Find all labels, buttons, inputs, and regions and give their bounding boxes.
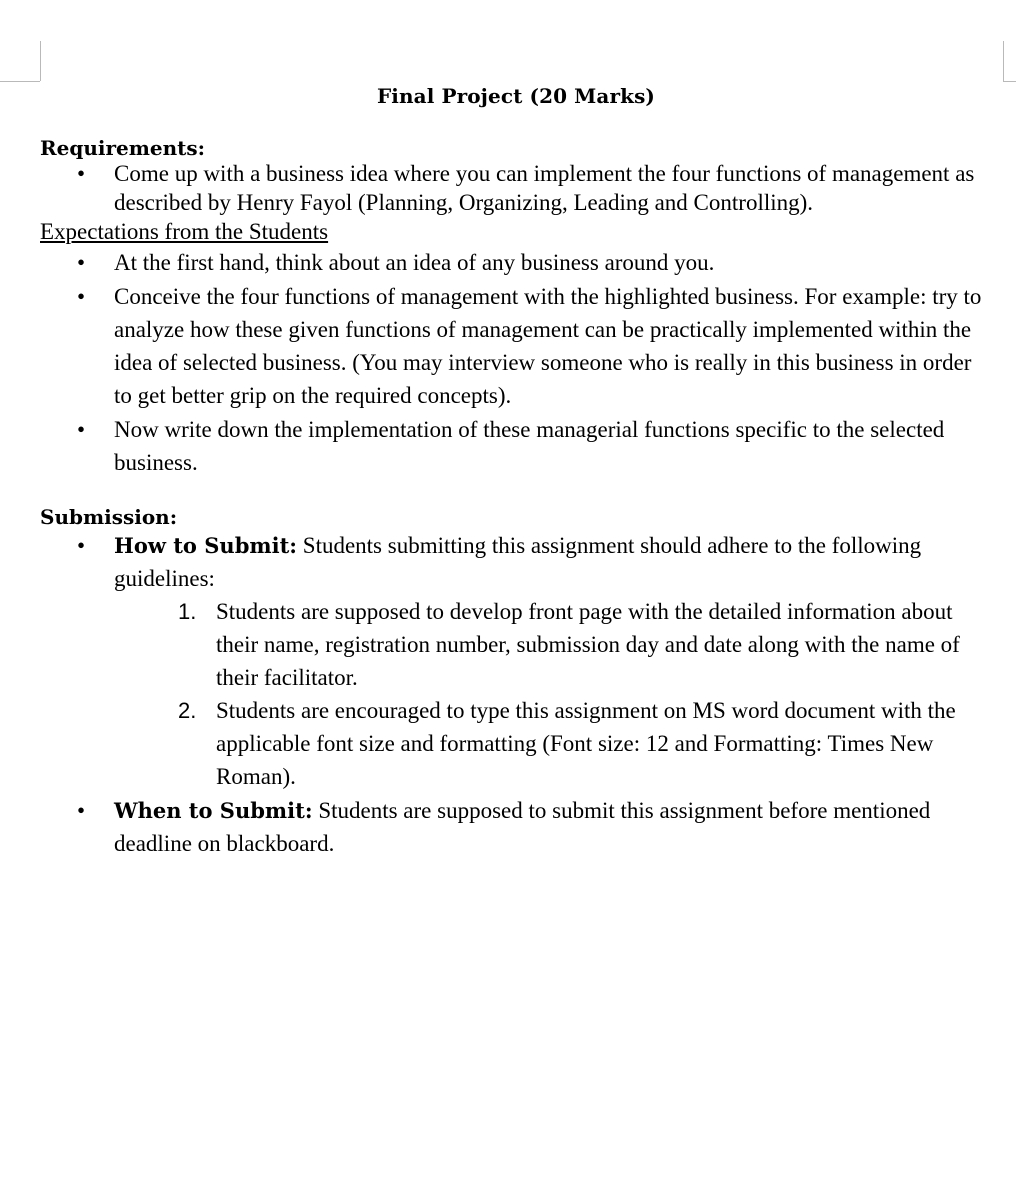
how-to-submit-label: How to Submit: — [114, 533, 298, 558]
list-item — [40, 246, 992, 279]
list-item-when-to-submit — [40, 794, 992, 860]
submission-heading: Submission: — [40, 505, 178, 529]
bullet-icon: • — [77, 798, 86, 823]
when-to-submit-label: When to Submit: — [114, 798, 313, 823]
document-page — [40, 80, 992, 861]
list-item-text: Conceive the four functions of management with the highlighted business. For example: try to analyze how these given functions of management can be practically implemented within the idea of selected business. (You may interview someone who is really in this business in order to get better grip on the required concepts). — [114, 284, 982, 408]
requirements-list — [40, 160, 992, 217]
numbered-item-text: Students are supposed to develop front page with the detailed information about their name, registration number, submission day and date along with the name of their facilitator. — [216, 599, 960, 690]
list-item-text: Now write down the implementation of these managerial functions specific to the selected business. — [114, 417, 945, 475]
document-title: Final Project (20 Marks) — [377, 84, 655, 108]
when-to-submit-text: Students are supposed to submit this assignment before mentioned deadline on blackboard. — [114, 798, 931, 856]
numbered-item — [114, 595, 992, 694]
how-to-submit-text: Students submitting this assignment should adhere to the following guidelines: — [114, 533, 922, 591]
page-corner-marker — [1003, 41, 1004, 81]
numbered-item — [114, 694, 992, 793]
list-item — [40, 160, 992, 217]
page-corner-marker — [1003, 81, 1016, 82]
requirements-heading: Requirements: — [40, 136, 206, 160]
list-item — [40, 280, 992, 412]
page-corner-marker — [40, 41, 41, 81]
bullet-icon: • — [77, 417, 86, 442]
list-item-text: At the first hand, think about an idea of any business around you. — [114, 250, 715, 275]
expectations-list — [40, 246, 992, 479]
list-item — [40, 413, 992, 479]
numbered-item-text: Students are encouraged to type this assignment on MS word document with the applicable font size and formatting (Font size: 12 and Formatting: Times New Roman). — [216, 698, 956, 789]
page-corner-marker — [0, 81, 40, 82]
submission-list — [40, 529, 992, 860]
list-item-text: Come up with a business idea where you can implement the four functions of management as described by Henry Fayol (Planning, Organizing, Leading and Controlling). — [114, 161, 975, 215]
item-number: 1. — [178, 599, 197, 624]
bullet-icon: • — [77, 284, 86, 309]
guidelines-list — [114, 595, 992, 793]
list-item-how-to-submit — [40, 529, 992, 793]
bullet-icon: • — [77, 533, 86, 558]
expectations-heading: Expectations from the Students — [40, 219, 329, 244]
item-number: 2. — [178, 698, 197, 723]
bullet-icon: • — [77, 161, 86, 186]
bullet-icon: • — [77, 250, 86, 275]
